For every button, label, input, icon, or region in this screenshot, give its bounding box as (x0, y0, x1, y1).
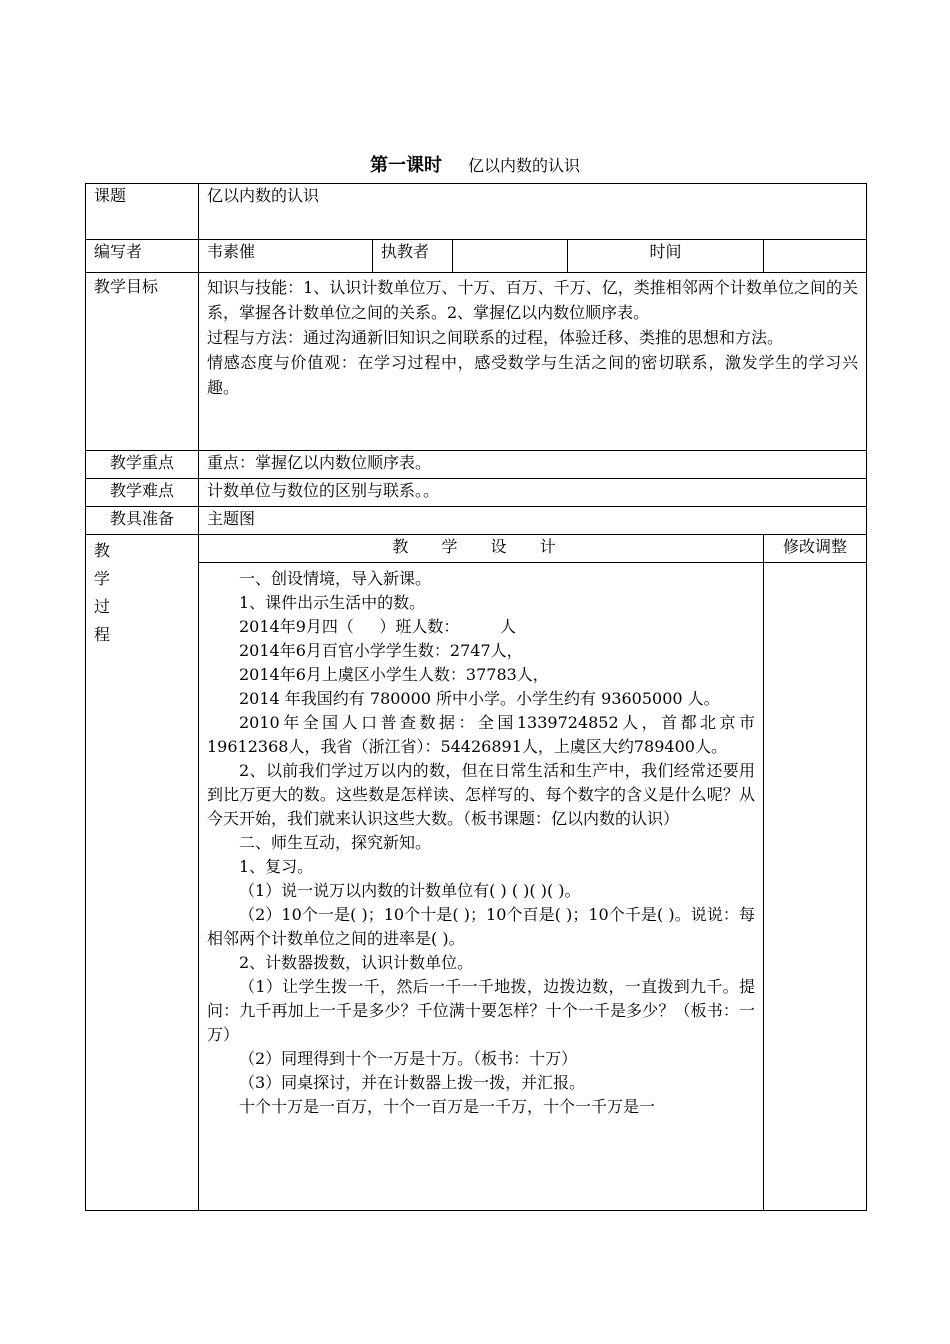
process-char-3: 过 (94, 597, 111, 616)
lesson-line: 二、师生互动，探究新知。 (239, 833, 432, 852)
lesson-line: 2014 年我国约有 780000 所中小学。小学生约有 93605000 人。 (239, 689, 720, 708)
lesson-line: 2014年9月四（ ）班人数： 人 (239, 617, 517, 636)
process-label (86, 535, 199, 1211)
author-value: 韦素催 (199, 240, 373, 273)
title-subtitle: 亿以内数的认识 (467, 156, 580, 175)
goal-process: 过程与方法：通过沟通新旧知识之间联系的过程，体验迁移、类推的思想和方法。 (207, 328, 784, 347)
revise-header: 修改调整 (764, 535, 867, 563)
lesson-content (199, 563, 764, 1211)
key-label: 教学重点 (86, 451, 199, 479)
lesson-line: （1）让学生拨一千，然后一千一千地拨，边拨边数，一直拨到九千。提问：九千再加上一千是多少？千位满十要怎样？十个一千是多少？（板书：一万） (207, 977, 755, 1044)
design-header: 教 学 设 计 (199, 535, 764, 563)
topic-value: 亿以内数的认识 (199, 184, 867, 240)
goal-knowledge: 知识与技能：1、认识计数单位万、十万、百万、千万、亿，类推相邻两个计数单位之间的关系，掌握各计数单位之间的关系。2、掌握亿以内数位顺序表。 (207, 278, 859, 322)
lesson-plan-table (85, 183, 867, 1211)
document-title (0, 154, 950, 178)
tools-label: 教具准备 (86, 507, 199, 535)
difficult-label: 教学难点 (86, 479, 199, 507)
lesson-line: 十个十万是一百万，十个一百万是一千万，十个一千万是一 (239, 1097, 656, 1116)
topic-label: 课题 (86, 184, 199, 240)
time-value (764, 240, 867, 273)
lesson-line: 2010年全国人口普查数据：全国1339724852人，首都北京市19612368人，我省（浙江省）：54426891人，上虞区大约789400人。 (207, 713, 755, 756)
lesson-line: （1）说一说万以内数的计数单位有( ) ( )( )( )。 (239, 881, 581, 900)
goals-label: 教学目标 (86, 273, 199, 451)
teacher-value (453, 240, 568, 273)
author-label: 编写者 (86, 240, 199, 273)
teacher-label: 执教者 (373, 240, 453, 273)
lesson-line: 2014年6月上虞区小学生人数：37783人， (239, 665, 549, 684)
lesson-line: 2、以前我们学过万以内的数，但在日常生活和生产中，我们经常还要用到比万更大的数。这些数是怎样读、怎样写的、每个数字的含义是什么呢？从今天开始，我们就来认识这些大数。（板书课题：亿以内数的认识） (207, 761, 755, 828)
revise-cell (764, 563, 867, 1211)
lesson-line: 一、创设情境，导入新课。 (239, 569, 432, 588)
tools-value: 主题图 (199, 507, 867, 535)
goal-emotion: 情感态度与价值观：在学习过程中，感受数学与生活之间的密切联系，激发学生的学习兴趣。 (207, 353, 859, 397)
time-label: 时间 (568, 240, 764, 273)
lesson-line: 1、复习。 (239, 857, 314, 876)
process-char-1: 教 (94, 541, 111, 560)
lesson-line: 2014年6月百官小学学生数：2747人， (239, 641, 523, 660)
goals-cell (199, 273, 867, 451)
process-char-4: 程 (94, 625, 111, 644)
lesson-line: （3）同桌探讨，并在计数器上拨一拨，并汇报。 (239, 1073, 586, 1092)
key-value: 重点：掌握亿以内数位顺序表。 (199, 451, 867, 479)
lesson-line: 2、计数器拨数，认识计数单位。 (239, 953, 474, 972)
title-bold: 第一课时 (369, 155, 442, 176)
lesson-line: （2）10个一是( )；10个十是( )；10个百是( )；10个千是( )。说说：每相邻两个计数单位之间的进率是( )。 (207, 905, 755, 948)
lesson-line: （2）同理得到十个一万是十万。（板书：十万） (239, 1049, 578, 1068)
lesson-line: 1、课件出示生活中的数。 (239, 593, 426, 612)
difficult-value: 计数单位与数位的区别与联系。。 (199, 479, 867, 507)
process-char-2: 学 (94, 569, 111, 588)
